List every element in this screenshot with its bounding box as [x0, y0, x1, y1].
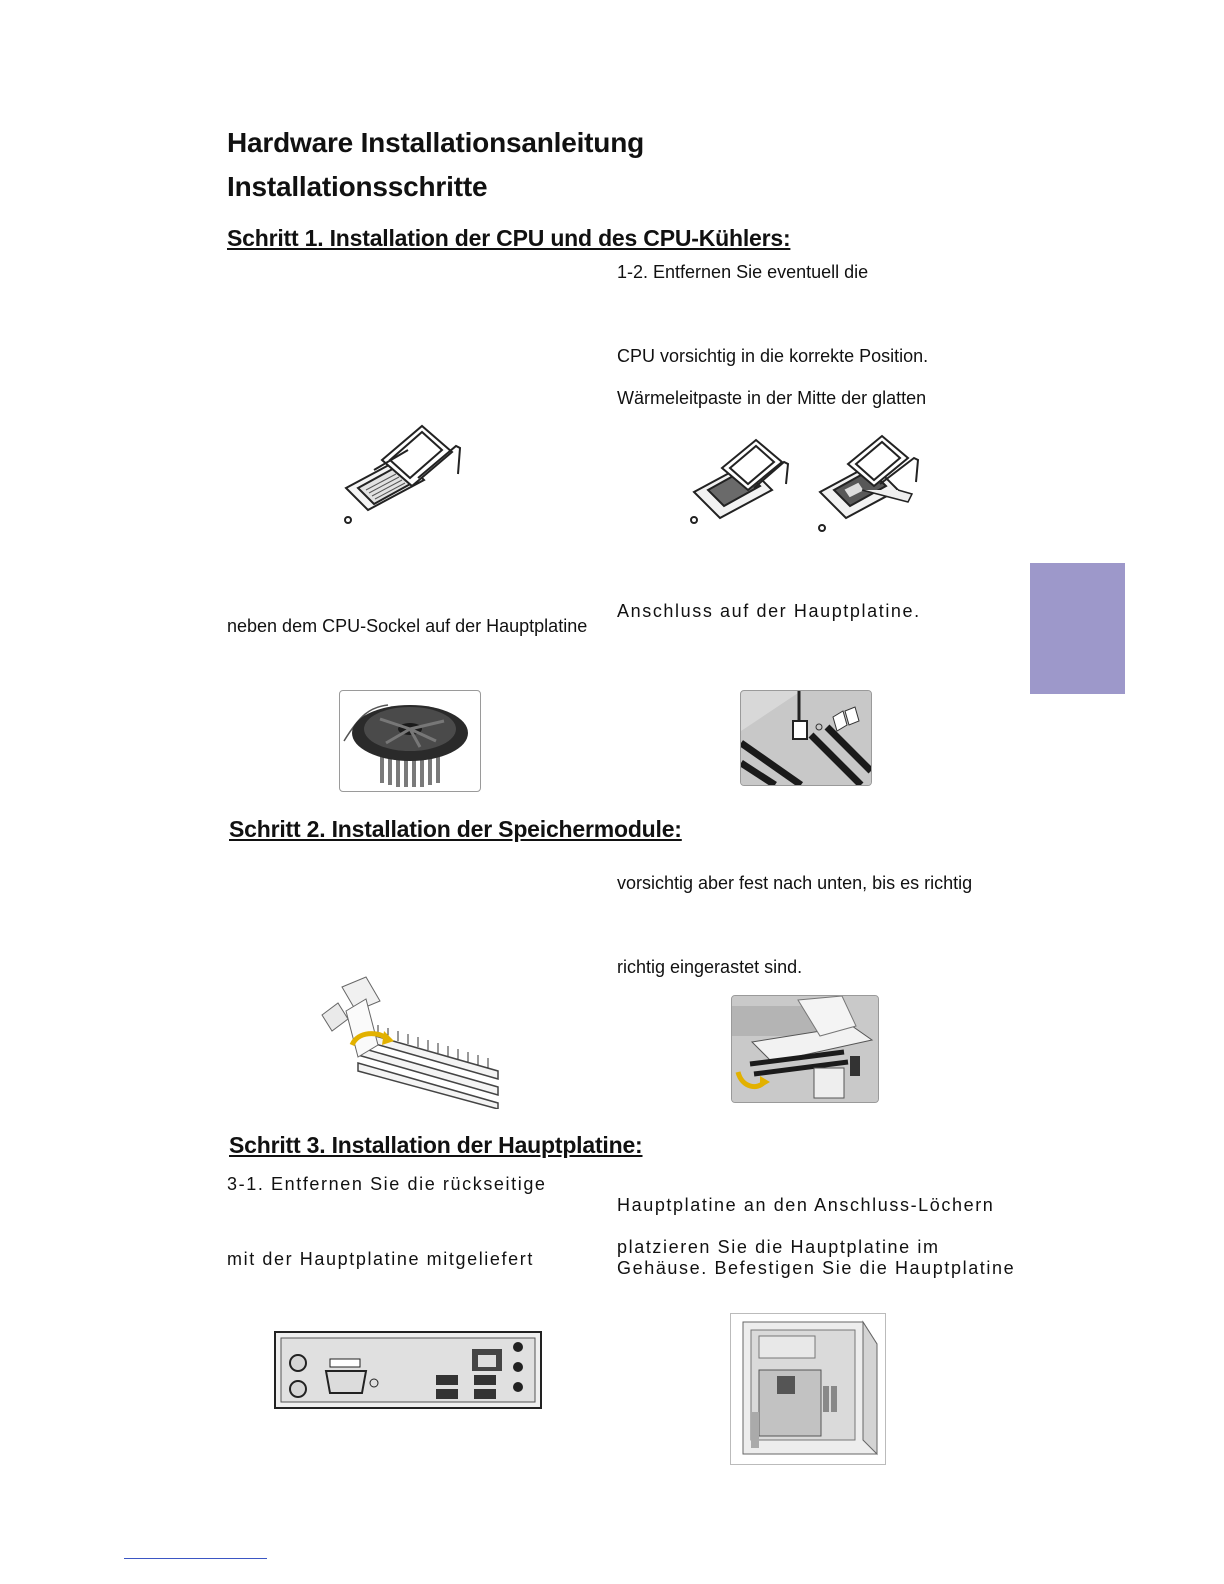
step2-text-line: vorsichtig aber fest nach unten, bis es richtig [617, 873, 973, 893]
cpu-socket-open-icon [338, 418, 468, 530]
footer-divider [124, 1558, 267, 1559]
io-shield-icon [274, 1331, 542, 1409]
step1-text-line: CPU vorsichtig in die korrekte Position. [617, 346, 929, 366]
step3-text-line: Hauptplatine an den Anschluss-Löchern [617, 1195, 995, 1215]
step1-text-line: 1-2. Entfernen Sie eventuell die [617, 262, 869, 282]
step3-text-line: Gehäuse. Befestigen Sie die Hauptplatine [617, 1258, 1016, 1278]
step1-heading: Schritt 1. Installation der CPU und des CPU-Kühlers: [227, 225, 791, 251]
step3-text-line: 3-1. Entfernen Sie die rückseitige [227, 1174, 547, 1194]
pc-case-motherboard-icon [730, 1313, 886, 1465]
step3-heading: Schritt 3. Installation der Hauptplatine: [229, 1132, 643, 1158]
step2-heading: Schritt 2. Installation der Speichermodule: [229, 816, 682, 842]
step3-text-line: mit der Hauptplatine mitgeliefert [227, 1249, 534, 1269]
side-tab-marker [1030, 563, 1125, 694]
dimm-slot-clips-icon [318, 975, 500, 1109]
cpu-socket-paste-icon [686, 432, 942, 532]
step1-left-caption: neben dem CPU-Sockel auf der Hauptplatine [227, 616, 588, 636]
step1-right-caption: Anschluss auf der Hauptplatine. [617, 601, 921, 621]
step2-text-line: richtig eingerastet sind. [617, 957, 803, 977]
fan-header-connector-icon [740, 690, 872, 786]
page-subtitle: Installationsschritte [227, 171, 488, 202]
step1-text-line: Wärmeleitpaste in der Mitte der glatten [617, 388, 927, 408]
step3-text-line: platzieren Sie die Hauptplatine im [617, 1237, 940, 1257]
page-title: Hardware Installationsanleitung [227, 127, 644, 158]
memory-module-insert-icon [731, 995, 879, 1103]
cpu-cooler-fan-icon [339, 690, 481, 792]
